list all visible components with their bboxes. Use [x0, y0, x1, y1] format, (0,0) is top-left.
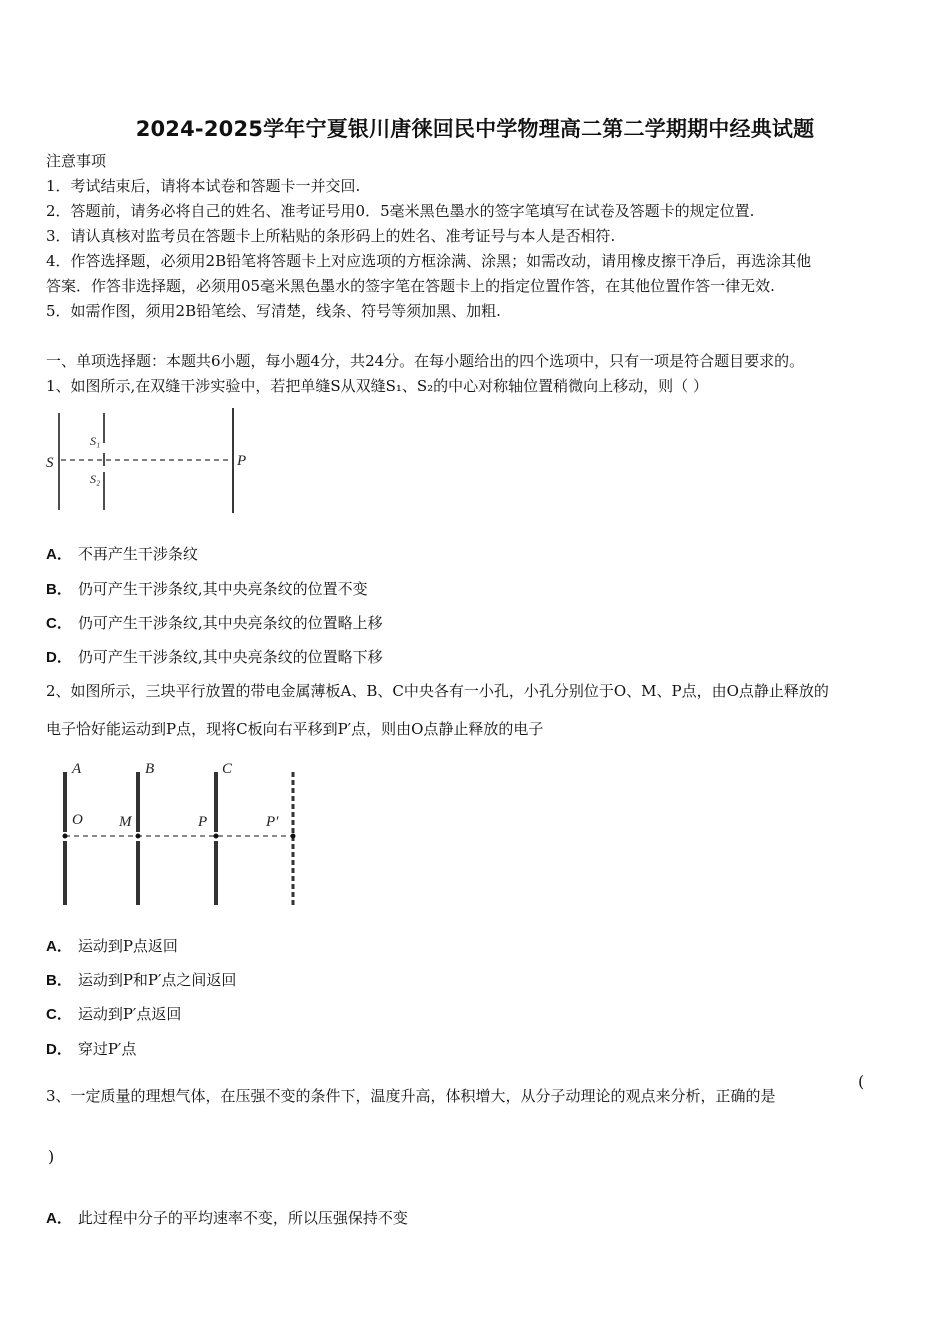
- q3-paren-close: ): [48, 1147, 55, 1166]
- q2-option-a: A． 运动到P点返回: [46, 937, 178, 955]
- notice-heading: 注意事项: [46, 152, 107, 170]
- q1-option-b: B． 仍可产生干涉条纹,其中央亮条纹的位置不变: [46, 580, 368, 598]
- label-s: S: [46, 455, 54, 471]
- q3-paren-open: (: [858, 1072, 865, 1091]
- q2-option-b: B． 运动到P和P′点之间返回: [46, 971, 237, 989]
- label-p-prime: P′: [266, 814, 279, 830]
- page-title: 2024-2025学年宁夏银川唐徕回民中学物理高二第二学期期中经典试题: [135, 117, 815, 141]
- label-b: B: [145, 761, 155, 777]
- label-p: P: [237, 453, 247, 469]
- label-s2: S₂: [90, 472, 101, 486]
- q1-option-a: A． 不再产生干涉条纹: [46, 545, 198, 563]
- label-p: P: [198, 814, 208, 830]
- question-2-stem-2: 电子恰好能运动到P点，现将C板向右平移到P′点，则由O点静止释放的电子: [46, 720, 544, 738]
- q2-option-d: D． 穿过P′点: [46, 1040, 137, 1058]
- metal-plates-figure: [55, 755, 315, 915]
- notice-item: 4．作答选择题，必须用2B铅笔将答题卡上对应选项的方框涂满、涂黑；如需改动，请用橡皮擦干净后，再选涂其他: [46, 252, 812, 270]
- label-s1: S₁: [90, 434, 101, 448]
- question-2-stem-1: 2、如图所示，三块平行放置的带电金属薄板A、B、C中央各有一小孔，小孔分别位于O、M、P点，由O点静止释放的: [46, 682, 829, 700]
- notice-item: 答案．作答非选择题，必须用05毫米黑色墨水的签字笔在答题卡上的指定位置作答，在其他位置作答一律无效.: [46, 277, 775, 295]
- section-heading: 一、单项选择题：本题共6小题，每小题4分，共24分。在每小题给出的四个选项中，只有一项是符合题目要求的。: [46, 352, 805, 370]
- question-1-stem: 1、如图所示,在双缝干涉实验中，若把单缝S从双缝S₁、S₂的中心对称轴位置稍微向上移动，则（ ）: [46, 377, 708, 395]
- label-o: O: [72, 812, 83, 828]
- q1-option-d: D． 仍可产生干涉条纹,其中央亮条纹的位置略下移: [46, 648, 383, 666]
- double-slit-figure: [44, 405, 254, 515]
- question-3-stem: 3、一定质量的理想气体，在压强不变的条件下，温度升高，体积增大，从分子动理论的观点来分析，正确的是: [46, 1087, 776, 1105]
- label-a: A: [72, 761, 82, 777]
- label-m: M: [119, 814, 132, 830]
- notice-item: 3．请认真核对监考员在答题卡上所粘贴的条形码上的姓名、准考证号与本人是否相符.: [46, 227, 616, 245]
- notice-item: 2．答题前，请务必将自己的姓名、准考证号用0．5毫米黑色墨水的签字笔填写在试卷及答题卡的规定位置.: [46, 202, 755, 220]
- q1-option-c: C． 仍可产生干涉条纹,其中央亮条纹的位置略上移: [46, 614, 383, 632]
- q3-option-a: A． 此过程中分子的平均速率不变，所以压强保持不变: [46, 1209, 408, 1227]
- label-c: C: [222, 761, 233, 777]
- notice-item: 1．考试结束后，请将本试卷和答题卡一并交回.: [46, 177, 361, 195]
- q2-option-c: C． 运动到P′点返回: [46, 1005, 182, 1023]
- notice-item: 5．如需作图，须用2B铅笔绘、写清楚，线条、符号等须加黑、加粗.: [46, 302, 501, 320]
